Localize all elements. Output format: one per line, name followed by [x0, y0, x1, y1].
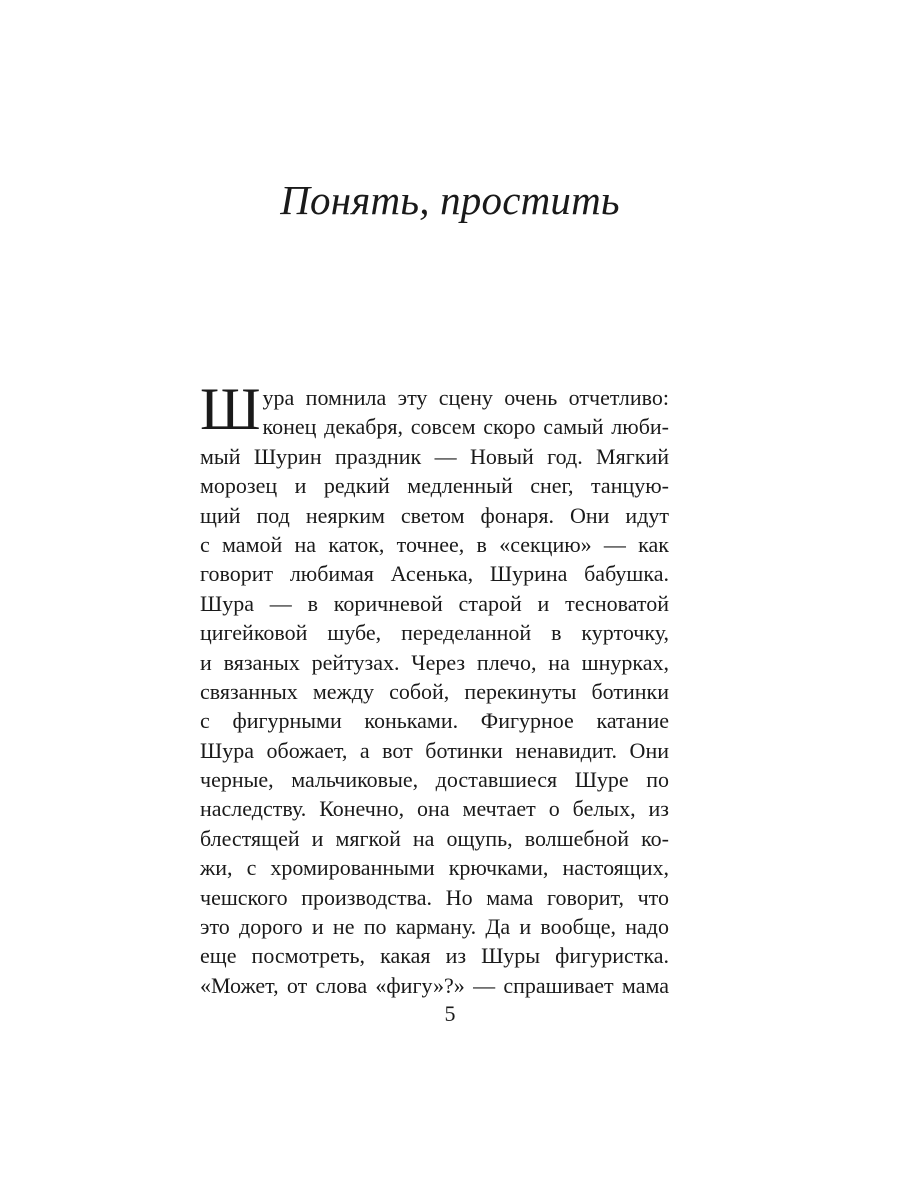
- first-lines-block: [200, 376, 669, 442]
- text-line: цигейковой шубе, переделанной в курточку,: [200, 620, 669, 646]
- text-line: Шура — в коричневой старой и тесноватой: [200, 590, 669, 616]
- text-line: блестящей и мягкой на ощупь, волшебной ко-: [200, 825, 669, 851]
- text-line: еще посмотреть, какая из Шуры фигуристка.: [200, 943, 669, 969]
- chapter-title: Понять, простить: [280, 177, 620, 223]
- text-line: ура помнила эту сцену очень отчетливо:: [262, 385, 669, 410]
- text-line: конец декабря, совсем скоро самый люби-: [262, 414, 669, 440]
- text-line: морозец и редкий медленный снег, танцую-: [200, 473, 669, 499]
- text-line: говорит любимая Асенька, Шурина бабушка.: [200, 561, 669, 587]
- page-number: 5: [444, 1001, 456, 1026]
- text-line: щий под неярким светом фонаря. Они идут: [200, 502, 669, 528]
- text-line: Шура обожает, а вот ботинки ненавидит. Они: [200, 737, 669, 763]
- text-line: это дорого и не по карману. Да и вообще, надо: [200, 914, 669, 940]
- text-line: мый Шурин праздник — Новый год. Мягкий: [200, 443, 669, 469]
- text-line: наследству. Конечно, она мечтает о белых, из: [200, 796, 669, 822]
- drop-cap: Ш: [200, 376, 261, 442]
- body-paragraph: [200, 376, 669, 1000]
- text-line: с мамой на каток, точнее, в «секцию» — как: [200, 531, 669, 557]
- text-line: жи, с хромированными крючками, настоящих,: [200, 855, 669, 881]
- text-line: чешского производства. Но мама говорит, что: [200, 884, 669, 910]
- text-line: черные, мальчиковые, доставшиеся Шуре по: [200, 767, 669, 793]
- text-line: и вязаных рейтузах. Через плечо, на шнурках,: [200, 649, 669, 675]
- text-line: «Может, от слова «фигу»?» — спрашивает мама: [200, 972, 669, 998]
- text-line: связанных между собой, перекинуты ботинки: [200, 678, 669, 704]
- text-line: с фигурными коньками. Фигурное катание: [200, 708, 669, 734]
